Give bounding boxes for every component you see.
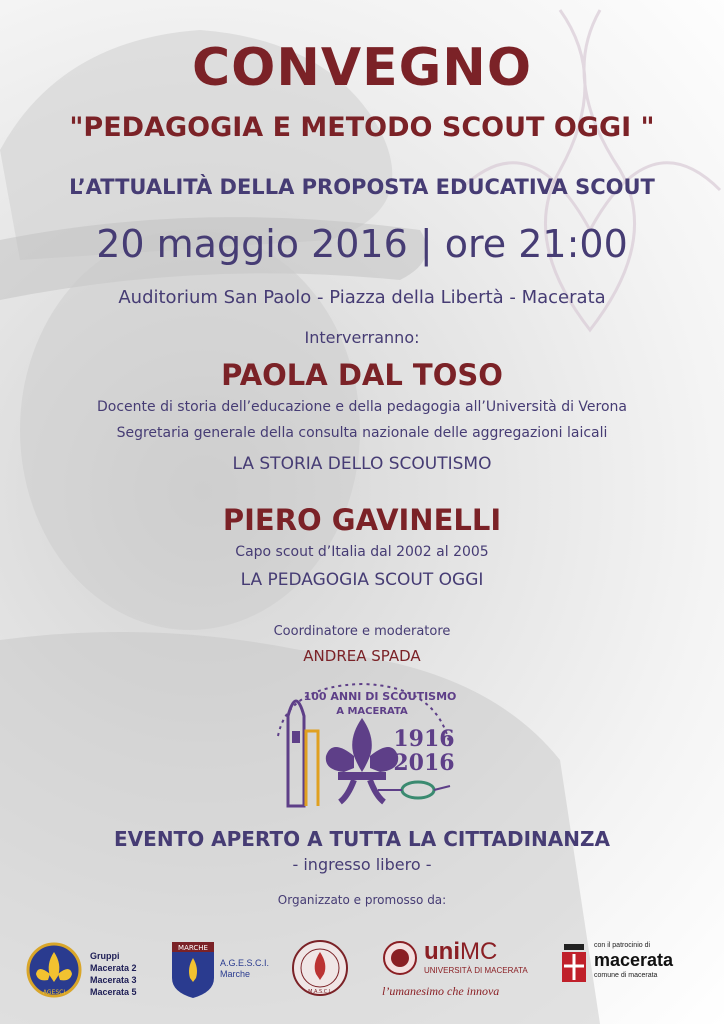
event-venue: Auditorium San Paolo - Piazza della Libertà - Macerata (118, 287, 606, 308)
gruppi-title: Gruppi (90, 951, 120, 961)
comune-city: macerata (594, 950, 674, 970)
open-event-notice: EVENTO APERTO A TUTTA LA CITTADINANZA (114, 827, 610, 851)
emblem-line1: 100 ANNI DI SCOUTISMO (303, 690, 456, 703)
agesci-marche-line2: Marche (220, 969, 251, 979)
emblem-year-start: 1916 (393, 726, 455, 752)
moderator-name: ANDREA SPADA (303, 647, 421, 665)
gruppi-item: Macerata 5 (90, 987, 137, 997)
comune-patrocinio: con il patrocinio di (594, 942, 651, 949)
tower-icon (288, 701, 318, 806)
centenary-emblem (268, 676, 456, 810)
logos-row (0, 930, 724, 1010)
emblem-year-end: 2016 (393, 750, 455, 776)
agesci-marche-logo (172, 942, 282, 1002)
unimc-brand-uni: uni (424, 938, 460, 965)
speaker-topic: LA PEDAGOGIA SCOUT OGGI (240, 570, 484, 590)
speakers-intro: Interverranno: (304, 328, 420, 347)
event-subtitle: "PEDAGOGIA E METODO SCOUT OGGI " (69, 112, 655, 143)
free-entry-notice: - ingresso libero - (292, 855, 432, 874)
organizers-label: Organizzato e promosso da: (277, 893, 447, 907)
speaker-name: PIERO GAVINELLI (222, 503, 502, 537)
event-tagline: L’ATTUALITÀ DELLA PROPOSTA EDUCATIVA SCOUT (69, 175, 655, 199)
gruppi-logo (26, 938, 176, 1008)
svg-text:M.A.S.C.I.: M.A.S.C.I. (308, 989, 332, 995)
unimc-logo (382, 938, 532, 1004)
svg-text:MARCHE: MARCHE (178, 944, 208, 952)
gruppi-item: Macerata 2 (90, 963, 137, 973)
unimc-name: UNIVERSITÀ DI MACERATA (424, 966, 528, 975)
speaker-role: Capo scout d’Italia dal 2002 al 2005 (235, 544, 489, 560)
comune-logo (560, 944, 710, 1004)
moderator-label: Coordinatore e moderatore (273, 624, 451, 639)
unimc-brand-mc: MC (460, 938, 498, 965)
agesci-badge-icon (26, 942, 82, 998)
city-crest-icon (560, 944, 588, 984)
speaker-role: Segretaria generale della consulta nazionale delle aggregazioni laicali (116, 425, 608, 441)
event-datetime: 20 maggio 2016 | ore 21:00 (96, 222, 628, 266)
university-seal-icon (382, 940, 418, 976)
masci-logo (290, 938, 350, 1000)
unimc-slogan: l’umanesimo che innova (382, 984, 500, 998)
masci-badge-icon (290, 938, 350, 1000)
speaker-name: PAOLA DAL TOSO (221, 358, 503, 392)
comune-sub: comune di macerata (594, 972, 658, 979)
svg-text:AGESCI: AGESCI (42, 989, 66, 996)
emblem-line2: A MACERATA (336, 706, 408, 717)
marche-shield-icon (172, 942, 214, 998)
agesci-marche-line1: A.G.E.S.C.I. (220, 958, 270, 968)
speaker-role: Docente di storia dell’educazione e della pedagogia all’Università di Verona (96, 399, 628, 415)
knot-icon (378, 782, 450, 798)
speaker-topic: LA STORIA DELLO SCOUTISMO (232, 454, 492, 474)
gruppi-item: Macerata 3 (90, 975, 137, 985)
event-title: CONVEGNO (191, 38, 533, 98)
